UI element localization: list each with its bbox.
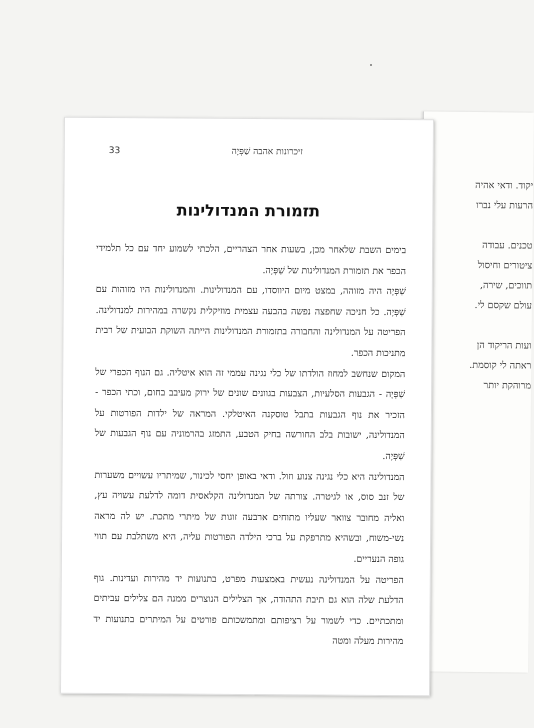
- adjacent-page-line: מרוהקת יותר: [483, 380, 532, 392]
- adjacent-page-line: הרעות עלי נברו: [476, 199, 534, 212]
- adjacent-page-line: יקוד. ודאי אהיה: [475, 179, 534, 192]
- page-number: 33: [108, 146, 121, 157]
- paragraph: המקום שנחשב למחוז הולדתו של כלי נגינה עממי זה הוא איטליה. גם הנוף הכפרי של שַׁפְּיָה - הגבעות הסלעיות, הצבעות בגוונים שונים של ירוק מעיבב בחום, וכתי הכפר - הזכיר את נוף הגבעות בתבל טוסקנה האיטלקי. המראה של ילדות הפורטות על המנדולינה, ישובות בלב החורשה בחיק הטבע, התמזג בהרמוניה עם נוף הגבעות של שַׁפְּיָה.: [94, 366, 406, 463]
- scan-speck: [370, 64, 372, 66]
- adjacent-page-line: ראתה לי קוסמת.: [469, 359, 532, 372]
- adjacent-page-line: ועות הריקוד הן: [476, 340, 532, 352]
- adjacent-page-line: ציטורים וחיסול: [477, 260, 533, 272]
- adjacent-page-line: טכנים. עבודה: [482, 240, 533, 252]
- paragraph: הפריטה על המנדולינה נעשית באמצעות מפרט, בתנועות יד מהירות ועדינות. גוף הדלעת שלה הוא גם תיבת התהודה, אך הצלילים הנוצרים ממנה הם צלילים עביתים ומתכתיים. כדי לשמור על רציפותם ומתמשכותם פורטים על המיתרים בתנועות יד מהירות מעלה ומטה: [93, 572, 404, 648]
- running-head-title: זיכרונות אהבה שַׁפְּיָה: [231, 146, 303, 158]
- paragraph: שַׁפְּיָה היה מזוהה, במצט מיום היווסדו, עם המנדולינות. והמנדולינות היו מזוהות עם שַׁפְּיָה. כל חניכה שחפצה נפשה בהבעה עצמית מוזיקלית נקשרה במהירות למנדולינה. הפריטה על המנדולינה והחבורה בתזמורת המנדולינות הייתה השוקת הבועית של רבית מתניכות הכפר.: [95, 284, 406, 360]
- paragraph: בימים השבת שלאחר מכן, בשעות אחר הצהריים, הלכתי לשמוע יחד עם כל תלמידי הכפר את תזמורת המנדולינות של שַׁפְּיָה.: [96, 242, 407, 277]
- paragraph: המנדולינה היא כלי נגינה צנוע וזול. ודאי באופן יחסי לכינור, שמיתריו עשויים משערות של זנב סוס, או לגיטרה. צורתה של המנדולינה הקלאסית דומה לדלעת עשויה עץ, ואליה מחובר צוואר שעליו מתוחים ארבעה זוגות של מיתרי מתכת. יש לה מראה נשי-משוח, ובשהיא מתרפקת על ברכי הילדה הפורטות עליה, היא משתלבת עם תווי גופה הנעריים.: [94, 469, 405, 566]
- adjacent-page: [417, 111, 534, 672]
- running-head: [109, 145, 303, 157]
- chapter-title: תזמורת המנדולינות: [176, 200, 321, 221]
- book-page: [60, 117, 434, 697]
- adjacent-page-line: עולם שקסם לי.: [474, 299, 532, 312]
- body-text: [93, 239, 406, 653]
- adjacent-page-line: תווכים, שירה,: [479, 280, 533, 292]
